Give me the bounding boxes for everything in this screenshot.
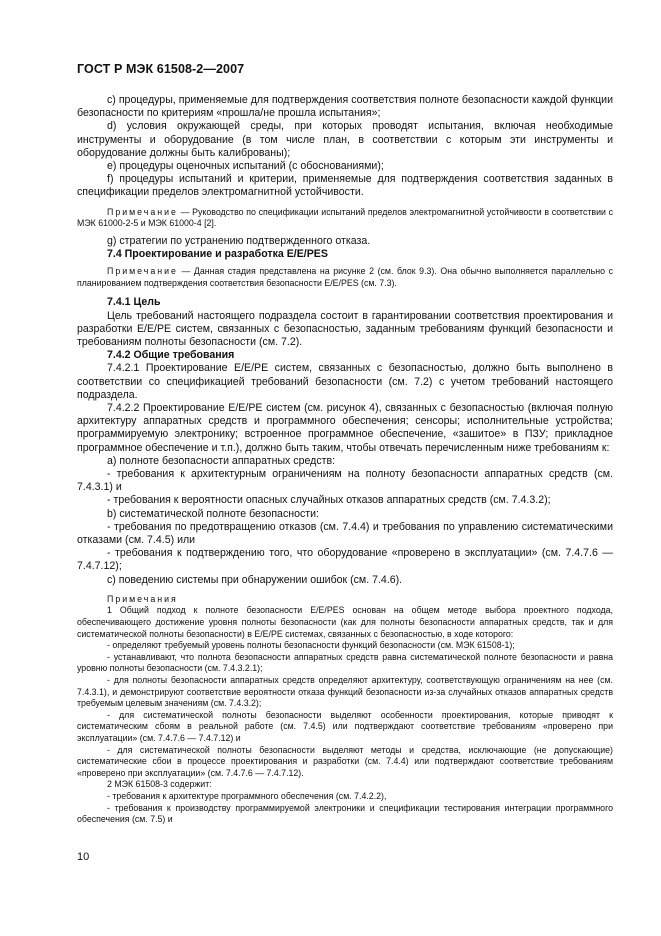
list-item-a: a) полноте безопасности аппаратных средств:	[107, 454, 336, 467]
list-item-e: e) процедуры оценочных испытаний (с обоснованиями);	[107, 160, 384, 173]
paragraph-7-4-1: Цель требований настоящего подраздела состоит в гарантировании соответствия проектирования и разработки E/E/PE систем, связанных с безопасностью, заданным требованиям функций безопасности и требованиям полноты безопасности (см. 7.2).	[77, 309, 613, 349]
notes-heading	[77, 594, 613, 606]
list-item-d: d) условия окружающей среды, при которых проводят испытания, включая необходимые инструменты и оборудование (в том числе план, в соответствии с которым эти инструменты и оборудование должны быть калиброваны);	[77, 120, 613, 159]
list-item-c2: c) поведению системы при обнаружении ошибок (см. 7.4.6).	[107, 573, 403, 586]
list-item-b: b) систематической полноте безопасности:	[107, 507, 319, 520]
note-dash-2: - устанавливают, что полнота безопасности аппаратных средств равна систематической полноте безопасности и равна уровню полноты безопасности (см. 7.4.3.2.1);	[77, 651, 613, 674]
note-label: Примечание	[107, 266, 178, 277]
note-dash-5: - для систематической полноты безопасности выделяют методы и средства, исключающие (не допускающие) систематические сбои в процессе проектирования и разработки (см. 7.4.4) или подтверждают соответствие требованиям «проверено при эксплуатации» (см. 7.4.7.6 — 7.4.7.12).	[77, 744, 613, 778]
list-item-c: c) процедуры, применяемые для подтверждения соответствия полноте безопасности каждой функции безопасности по критериям «прошла/не прошла испытания»;	[77, 94, 613, 120]
section-heading-7-4-2: 7.4.2 Общие требования	[107, 349, 235, 362]
note-dash-1: - определяют требуемый уровень полноты безопасности функций безопасности (см. МЭК 61508-1);	[107, 640, 515, 651]
dash-item-b2: - требования к подтверждению того, что оборудование «проверено в эксплуатации» (см. 7.4.7.6 — 7.4.7.12);	[77, 547, 613, 573]
section-heading-7-4: 7.4 Проектирование и разработка E/E/PES	[107, 248, 328, 261]
document-header: ГОСТ Р МЭК 61508-2—2007	[77, 62, 245, 76]
dash-item-a1: - требования к архитектурным ограничениям на полноту безопасности аппаратных средств (см. 7.4.3.1) и	[77, 468, 613, 494]
note-dash-6: - требования к архитектуре программного обеспечения (см. 7.4.2.2),	[107, 790, 387, 801]
note-text: — Данная стадия представлена на рисунке 2 (см. блок 9.3). Она обычно выполняется параллельно с планированием подтверждения соответствия безопасности E/E/PES (см. 7.3).	[77, 266, 613, 288]
note-item-2: 2 МЭК 61508-3 содержит:	[107, 779, 212, 790]
notes-label: Примечания	[107, 593, 178, 604]
note-2	[77, 266, 613, 289]
page-number: 10	[77, 851, 90, 863]
list-item-g: g) стратегии по устранению подтвержденного отказа.	[107, 234, 371, 247]
note-dash-4: - для систематической полноты безопасности выделяют особенности проектирования, которые приводят к систематическим сбоям в реальной работе (см. 7.4.5) или подтверждают соответствие требованиям «проверено при эксплуатации» (см. 7.4.7.6 — 7.4.7.12) и	[77, 709, 613, 743]
dash-item-b1: - требования по предотвращению отказов (см. 7.4.4) и требования по управлению систематическими отказами (см. 7.4.5) или	[77, 520, 613, 547]
section-heading-7-4-1: 7.4.1 Цель	[107, 296, 161, 309]
note-text: — Руководство по спецификации испытаний пределов электромагнитной устойчивости в соответствии с МЭК 61000-2-5 и МЭК 61000-4 [2].	[77, 206, 613, 229]
list-item-f: f) процедуры испытаний и критерии, применяемые для подтверждения соответствия заданных в спецификации пределов электромагнитной устойчивости.	[77, 173, 613, 199]
dash-item-a2: - требования к вероятности опасных случайных отказов аппаратных средств (см. 7.4.3.2);	[107, 494, 551, 507]
note-dash-3: - для полноты безопасности аппаратных средств определяют архитектуру, соответствующую ограничениям на нее (см. 7.4.3.1), и демонстрируют соответствие вероятности отказа функций безопасности из-за случайных отказов аппаратных средств требуемым целевым значениям (см. 7.4.3.2);	[77, 675, 613, 709]
page-body	[77, 94, 613, 826]
note-label: Примечание	[107, 206, 178, 217]
note-1	[77, 207, 613, 230]
note-item-1: 1 Общий подход к полноте безопасности E/E/PES основан на общем методе выбора проектного подхода, обеспечивающего достижение уровня полноты безопасности (как для полноты безопасности аппаратных средств, так и для систематической полноты безопасности) в E/E/PE системах, связанных с безопасностью, в ходе которого:	[77, 605, 613, 639]
note-dash-7: - требования к производству программируемой электроники и спецификации тестирования интеграции программного обеспечения (см. 7.5) и	[77, 802, 613, 825]
paragraph-7-4-2-1: 7.4.2.1 Проектирование E/E/PE систем, связанных с безопасностью, должно быть выполнено в соответствии со спецификацией требований безопасности (см. 7.2) с учетом требований настоящего подраздела.	[77, 362, 613, 401]
paragraph-7-4-2-2: 7.4.2.2 Проектирование E/E/PE систем (см. рисунок 4), связанных с безопасностью (включая полную архитектуру аппаратных средств и программного обеспечения; сенсоры; исполнительные устройства; программируемую электронику; встроенное программное обеспечение, «зашитое» в ПЗУ; прикладное программное обеспечение и т.п.), должно быть таким, чтобы отвечать перечисленным ниже требованиям к:	[77, 402, 613, 454]
